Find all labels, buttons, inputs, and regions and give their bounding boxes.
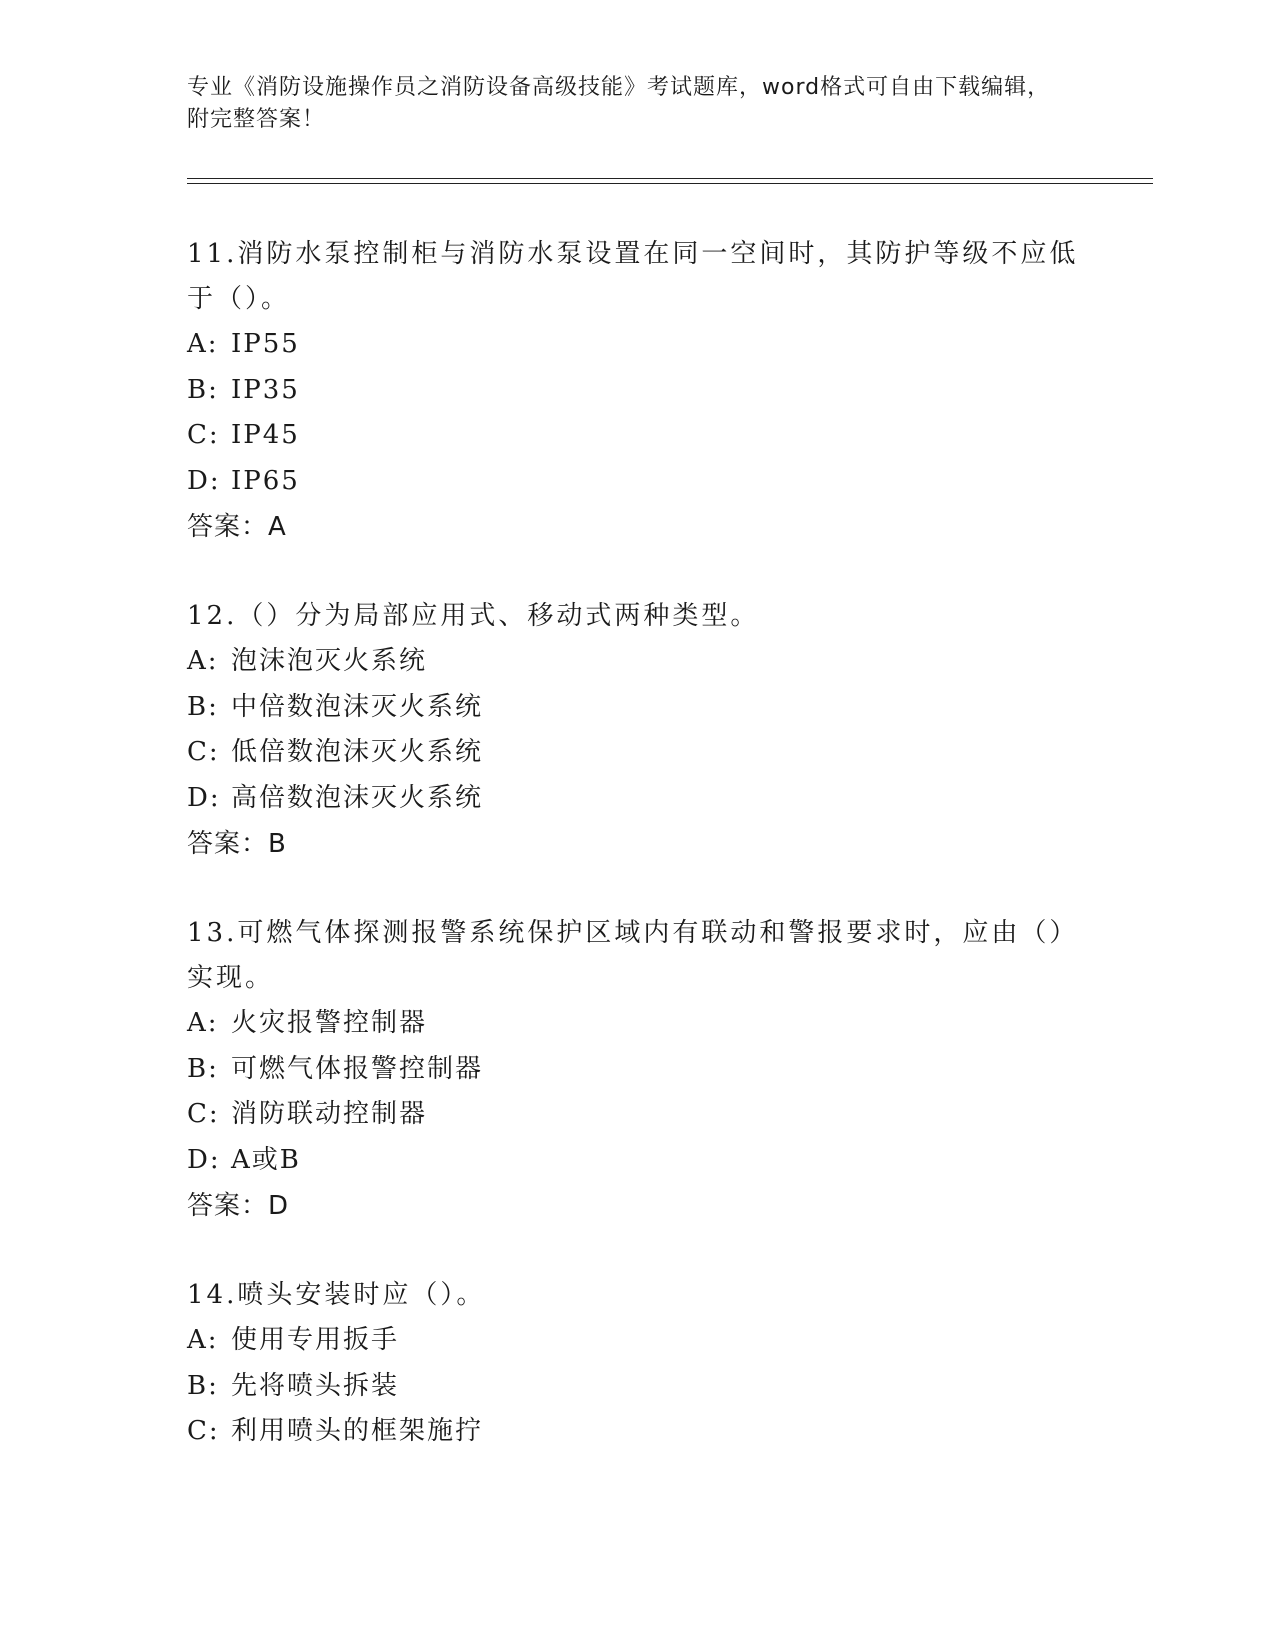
option-key: A: bbox=[187, 329, 219, 359]
option-key: C: bbox=[187, 737, 220, 767]
option-text: 泡沫泡灭火系统 bbox=[231, 646, 428, 676]
option-text: 使用专用扳手 bbox=[231, 1325, 400, 1355]
option-d bbox=[187, 1138, 1087, 1184]
option-key: B: bbox=[187, 374, 219, 405]
option-b bbox=[187, 1047, 1087, 1093]
option-text: IP45 bbox=[231, 420, 300, 450]
question-13 bbox=[187, 911, 1087, 1229]
option-c bbox=[187, 1409, 1087, 1455]
option-key: C: bbox=[187, 420, 220, 450]
option-c bbox=[187, 1092, 1087, 1138]
option-text: 可燃气体报警控制器 bbox=[231, 1053, 484, 1084]
option-b bbox=[187, 1364, 1087, 1410]
option-a bbox=[187, 1318, 1087, 1364]
option-key: C: bbox=[187, 1416, 220, 1446]
question-14 bbox=[187, 1273, 1087, 1455]
question-11 bbox=[187, 232, 1087, 550]
option-key: B: bbox=[187, 1053, 219, 1084]
question-12 bbox=[187, 594, 1087, 867]
option-text: 低倍数泡沫灭火系统 bbox=[231, 737, 484, 767]
document-header: 专业《消防设施操作员之消防设备高级技能》考试题库，word格式可自由下载编辑，附完整答案！ bbox=[187, 75, 1051, 132]
question-list bbox=[187, 232, 1087, 1499]
option-text: 消防联动控制器 bbox=[231, 1099, 428, 1129]
option-text: 先将喷头拆装 bbox=[231, 1370, 400, 1401]
answer-line: 答案：D bbox=[187, 1191, 290, 1221]
answer-line: 答案：B bbox=[187, 829, 287, 859]
option-b bbox=[187, 368, 1087, 414]
option-key: A: bbox=[187, 646, 219, 676]
option-text: 中倍数泡沫灭火系统 bbox=[231, 691, 484, 722]
option-a bbox=[187, 1001, 1087, 1047]
option-d bbox=[187, 459, 1087, 505]
option-text: IP55 bbox=[231, 329, 300, 359]
option-b bbox=[187, 685, 1087, 731]
option-a bbox=[187, 322, 1087, 368]
option-text: A或B bbox=[231, 1144, 301, 1175]
option-a bbox=[187, 639, 1087, 685]
question-text: 12.（）分为局部应用式、移动式两种类型。 bbox=[187, 601, 760, 631]
header-divider-bottom bbox=[187, 183, 1153, 184]
option-key: A: bbox=[187, 1008, 219, 1038]
option-d bbox=[187, 776, 1087, 822]
option-c bbox=[187, 413, 1087, 459]
question-text: 11.消防水泵控制柜与消防水泵设置在同一空间时，其防护等级不应低于（）。 bbox=[187, 239, 1079, 314]
option-text: IP65 bbox=[231, 465, 300, 496]
option-key: D: bbox=[187, 465, 221, 496]
option-text: 利用喷头的框架施拧 bbox=[231, 1416, 484, 1446]
header-divider-top bbox=[187, 178, 1153, 179]
option-text: 火灾报警控制器 bbox=[231, 1008, 428, 1038]
option-key: D: bbox=[187, 782, 221, 813]
question-text: 14.喷头安装时应（）。 bbox=[187, 1280, 486, 1310]
option-key: D: bbox=[187, 1144, 221, 1175]
question-text: 13.可燃气体探测报警系统保护区域内有联动和警报要求时，应由（）实现。 bbox=[187, 918, 1079, 993]
option-text: 高倍数泡沫灭火系统 bbox=[231, 782, 484, 813]
option-text: IP35 bbox=[231, 374, 300, 405]
option-key: C: bbox=[187, 1099, 220, 1129]
option-key: B: bbox=[187, 691, 219, 722]
option-c bbox=[187, 730, 1087, 776]
option-key: A: bbox=[187, 1325, 219, 1355]
option-key: B: bbox=[187, 1370, 219, 1401]
answer-line: 答案：A bbox=[187, 512, 287, 542]
